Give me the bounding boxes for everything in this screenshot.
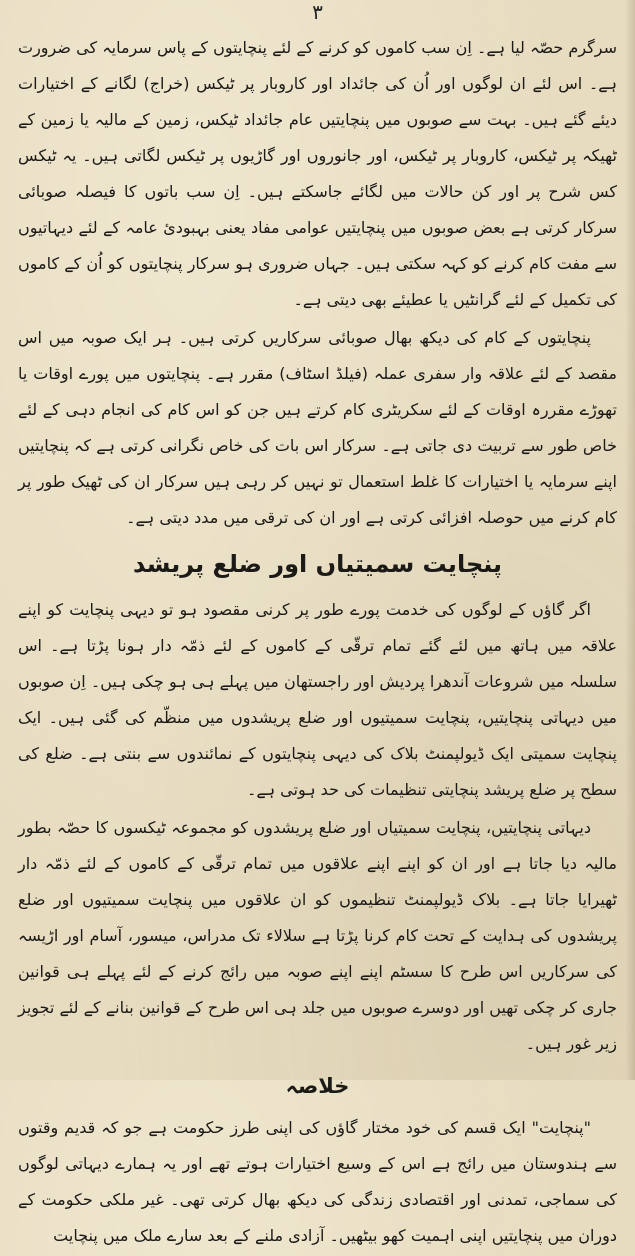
page-edge-shadow xyxy=(625,0,635,1080)
page-body xyxy=(18,30,617,1256)
section-heading-panchayat-samitis: پنچایت سمیتیاں اور ضلع پریشد xyxy=(132,550,503,578)
paragraph-summary: "پنچایت" ایک قسم کی خود مختار گاؤں کی اپنی طرز حکومت ہے جو کہ قدیم وقتوں سے ہندوستان میں رائج ہے اس کے وسیع اختیارات ہوتے تھے اور یہ ہمارے دیہاتی لوگوں کی سماجی، تمدنی اور اقتصادی زندگی کی دیکھ بھال کرتی تھی۔ غیر ملکی حکومت کے دوران میں پنچایتیں اپنی اہمیت کھو بیٹھیں۔ آزادی ملنے کے بعد سارے ملک میں پنچایت xyxy=(18,1118,617,1245)
paragraph-village-development: اگر گاؤں کے لوگوں کی خدمت پورے طور پر کرنی مقصود ہو تو دیہی پنچایت کو اپنے علاقہ میں ہاتھ میں لئے گئے تمام ترقّی کے کاموں کے لئے ذمّہ دار ہونا پڑتا ہے۔ اس سلسلہ میں شروعات آندھرا پردیش اور راجستھان میں پہلے ہی ہو چکی ہیں۔ اِن صوبوں میں دیہاتی پنچایتیں، پنچایت سمیتیوں اور ضلع پریشدوں میں منظّم کی گئی ہیں۔ ایک پنچایت سمیتی ایک ڈیولپمنٹ بلاک کی دیہی پنچایتوں کے نمائندوں سے بنتی ہے۔ ضلع کی سطح پر ضلع پریشد پنچایتی تنظیمات کی حد ہوتی ہے۔ xyxy=(18,600,617,799)
paragraph-taxes-and-grants: سرگرم حصّہ لیا ہے۔ اِن سب کاموں کو کرنے کے لئے پنچایتوں کے پاس سرمایہ کی ضرورت ہے۔ اس لئے ان لوگوں اور اُن کی جائداد اور کاروبار پر ٹیکس (خراج) لگانے کے اختیارات دیئے گئے ہیں۔ بہت سے صوبوں میں پنچایتیں عام جائداد ٹیکس، زمین کے مالیہ یا زمین کے ٹھیکہ پر ٹیکس، کاروبار پر ٹیکس، اور جانوروں اور گاڑیوں پر ٹیکس لگاتی ہیں۔ یہ ٹیکس کس شرح پر اور کن حالات میں لگائے جاسکتے ہیں۔ اِن سب باتوں کا فیصلہ صوبائی سرکار کرتی ہے بعض صوبوں میں پنچایتیں عوامی مفاد یعنی بہبودیٔ عامہ کے لئے دیہاتیوں سے مفت کام کرنے کو کہہ سکتی ہیں۔ جہاں ضروری ہو سرکار پنچایتوں کو اُن کے کاموں کی تکمیل کے لئے گرانٹیں یا عطیئے بھی دیتی ہے۔ xyxy=(18,38,617,309)
paragraph-revenue-and-legislation: دیہاتی پنچایتیں، پنچایت سمیتیاں اور ضلع پریشدوں کو مجموعہ ٹیکسوں کا حصّہ بطور مالیہ دیا جاتا ہے اور ان کو اپنے اپنے علاقوں میں تمام ترقّی کے کاموں کے لئے ذمّہ دار ٹھیرایا جاتا ہے۔ بلاک ڈیولپمنٹ تنظیموں کو ان علاقوں میں پنچایت سمیتیوں اور ضلع پریشدوں کی ہدایت کے تحت کام کرنا پڑتا ہے سلالاء تک مدراس، میسور، آسام اور اڑیسہ کی سرکاریں اس طرح کا سسٹم اپنے اپنے صوبہ میں رائج کرنے کے لئے پہلے ہی قوانین جاری کر چکی تھیں اور دوسرے صوبوں میں جلد ہی اس طرح کے قوانین بنانے کے لئے تجویز زیر غور ہیں۔ xyxy=(18,818,617,1053)
page-number: ۳ xyxy=(312,0,323,24)
paragraph-government-supervision: پنچایتوں کے کام کی دیکھ بھال صوبائی سرکاریں کرتی ہیں۔ ہر ایک صوبہ میں اس مقصد کے لئے علاقہ وار سفری عملہ (فیلڈ اسٹاف) مقرر ہے۔ پنچایتوں میں پورے اوقات یا تھوڑے مقررہ اوقات کے لئے سکریٹری کام کرتے ہیں جن کو اس کام کی انجام دہی کے لئے خاص طور سے تربیت دی جاتی ہے۔ سرکار اس بات کی خاص نگرانی کرتی ہے کہ پنچایتیں اپنے سرمایہ یا اختیارات کا غلط استعمال تو نہیں کر رہی ہیں سرکار ان کی ٹھیک طور پر کام کرنے میں حوصلہ افزائی کرتی ہے اور ان کی ترقی میں مدد دیتی ہے۔ xyxy=(18,328,617,527)
section-heading-summary: خلاصہ xyxy=(285,1074,350,1098)
